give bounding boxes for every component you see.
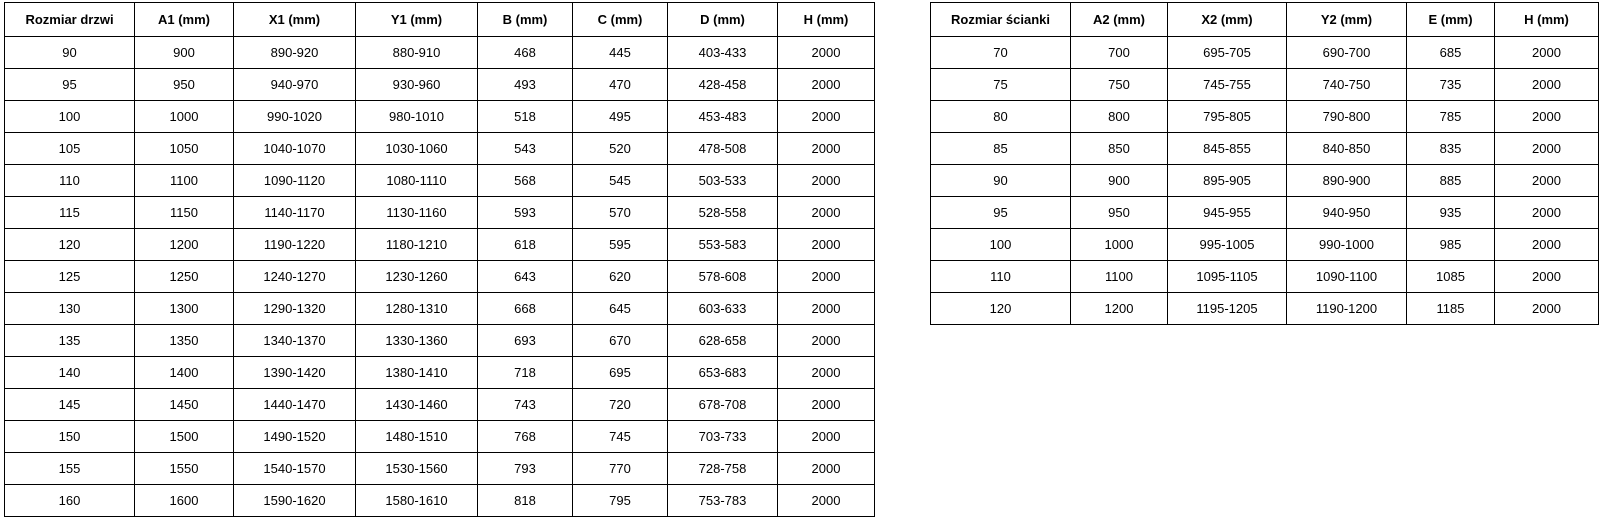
table-cell: 1085 xyxy=(1407,261,1495,293)
table-cell: 1180-1210 xyxy=(356,229,478,261)
table-cell: 770 xyxy=(573,453,668,485)
table-cell: 643 xyxy=(478,261,573,293)
table-cell: 695 xyxy=(573,357,668,389)
table-cell: 1380-1410 xyxy=(356,357,478,389)
table-cell: 2000 xyxy=(778,69,875,101)
table-header-row xyxy=(5,3,875,37)
table-row xyxy=(931,69,1599,101)
table-cell: 1230-1260 xyxy=(356,261,478,293)
table-cell: 1200 xyxy=(1071,293,1168,325)
table-cell: 2000 xyxy=(778,101,875,133)
table-cell: 1450 xyxy=(135,389,234,421)
table-cell: 1340-1370 xyxy=(234,325,356,357)
table-row xyxy=(5,485,875,517)
table-cell: 685 xyxy=(1407,37,1495,69)
table-cell: 703-733 xyxy=(668,421,778,453)
table-cell: 1530-1560 xyxy=(356,453,478,485)
table-cell: 1190-1200 xyxy=(1287,293,1407,325)
table-cell: 1195-1205 xyxy=(1168,293,1287,325)
table-cell: 1095-1105 xyxy=(1168,261,1287,293)
table-cell: 950 xyxy=(1071,197,1168,229)
table-cell: 2000 xyxy=(778,261,875,293)
table-cell: 618 xyxy=(478,229,573,261)
table-cell: 1100 xyxy=(135,165,234,197)
table-cell: 890-900 xyxy=(1287,165,1407,197)
table-cell: 718 xyxy=(478,357,573,389)
walls-table-container xyxy=(930,2,1599,325)
table-cell: 2000 xyxy=(778,357,875,389)
table-row xyxy=(5,197,875,229)
table-cell: 728-758 xyxy=(668,453,778,485)
walls-column-header: A2 (mm) xyxy=(1071,3,1168,37)
table-cell: 95 xyxy=(5,69,135,101)
table-row xyxy=(931,261,1599,293)
table-cell: 1500 xyxy=(135,421,234,453)
table-cell: 695-705 xyxy=(1168,37,1287,69)
table-cell: 940-970 xyxy=(234,69,356,101)
doors-column-header: D (mm) xyxy=(668,3,778,37)
table-cell: 1250 xyxy=(135,261,234,293)
table-cell: 1190-1220 xyxy=(234,229,356,261)
table-cell: 2000 xyxy=(1495,261,1599,293)
table-cell: 1480-1510 xyxy=(356,421,478,453)
table-cell: 745 xyxy=(573,421,668,453)
table-cell: 1185 xyxy=(1407,293,1495,325)
table-cell: 85 xyxy=(931,133,1071,165)
table-cell: 1430-1460 xyxy=(356,389,478,421)
table-cell: 130 xyxy=(5,293,135,325)
table-cell: 935 xyxy=(1407,197,1495,229)
table-cell: 1030-1060 xyxy=(356,133,478,165)
doors-column-header: H (mm) xyxy=(778,3,875,37)
table-row xyxy=(931,165,1599,197)
table-cell: 880-910 xyxy=(356,37,478,69)
table-cell: 2000 xyxy=(778,325,875,357)
table-cell: 1240-1270 xyxy=(234,261,356,293)
walls-table-head xyxy=(931,3,1599,37)
table-cell: 753-783 xyxy=(668,485,778,517)
walls-column-header: Rozmiar ścianki xyxy=(931,3,1071,37)
table-cell: 1000 xyxy=(1071,229,1168,261)
table-cell: 985 xyxy=(1407,229,1495,261)
table-cell: 645 xyxy=(573,293,668,325)
table-cell: 120 xyxy=(931,293,1071,325)
table-cell: 2000 xyxy=(1495,165,1599,197)
table-row xyxy=(931,101,1599,133)
table-cell: 493 xyxy=(478,69,573,101)
table-row xyxy=(5,165,875,197)
table-cell: 2000 xyxy=(1495,69,1599,101)
table-cell: 2000 xyxy=(778,421,875,453)
table-cell: 110 xyxy=(931,261,1071,293)
table-cell: 900 xyxy=(135,37,234,69)
table-cell: 1440-1470 xyxy=(234,389,356,421)
table-cell: 90 xyxy=(5,37,135,69)
table-cell: 793 xyxy=(478,453,573,485)
table-cell: 90 xyxy=(931,165,1071,197)
table-cell: 1390-1420 xyxy=(234,357,356,389)
table-cell: 2000 xyxy=(778,389,875,421)
table-cell: 1280-1310 xyxy=(356,293,478,325)
table-row xyxy=(5,133,875,165)
table-cell: 1600 xyxy=(135,485,234,517)
table-cell: 470 xyxy=(573,69,668,101)
table-cell: 1300 xyxy=(135,293,234,325)
table-cell: 95 xyxy=(931,197,1071,229)
table-row xyxy=(5,325,875,357)
table-cell: 578-608 xyxy=(668,261,778,293)
table-cell: 453-483 xyxy=(668,101,778,133)
table-cell: 2000 xyxy=(778,133,875,165)
table-cell: 543 xyxy=(478,133,573,165)
table-row xyxy=(5,37,875,69)
table-cell: 503-533 xyxy=(668,165,778,197)
table-cell: 120 xyxy=(5,229,135,261)
table-row xyxy=(5,69,875,101)
table-cell: 1100 xyxy=(1071,261,1168,293)
table-header-row xyxy=(931,3,1599,37)
table-cell: 785 xyxy=(1407,101,1495,133)
walls-column-header: Y2 (mm) xyxy=(1287,3,1407,37)
table-row xyxy=(5,101,875,133)
table-cell: 1290-1320 xyxy=(234,293,356,325)
table-cell: 105 xyxy=(5,133,135,165)
table-cell: 670 xyxy=(573,325,668,357)
table-cell: 478-508 xyxy=(668,133,778,165)
table-cell: 135 xyxy=(5,325,135,357)
table-cell: 1150 xyxy=(135,197,234,229)
table-cell: 445 xyxy=(573,37,668,69)
table-cell: 115 xyxy=(5,197,135,229)
table-cell: 2000 xyxy=(1495,293,1599,325)
table-cell: 125 xyxy=(5,261,135,293)
table-cell: 1330-1360 xyxy=(356,325,478,357)
table-row xyxy=(5,357,875,389)
doors-table-container xyxy=(4,2,875,517)
walls-column-header: X2 (mm) xyxy=(1168,3,1287,37)
doors-table-body xyxy=(5,37,875,517)
walls-column-header: E (mm) xyxy=(1407,3,1495,37)
doors-column-header: A1 (mm) xyxy=(135,3,234,37)
table-cell: 1590-1620 xyxy=(234,485,356,517)
table-cell: 495 xyxy=(573,101,668,133)
table-cell: 468 xyxy=(478,37,573,69)
table-cell: 835 xyxy=(1407,133,1495,165)
table-cell: 2000 xyxy=(778,485,875,517)
doors-table-head xyxy=(5,3,875,37)
table-cell: 840-850 xyxy=(1287,133,1407,165)
table-cell: 2000 xyxy=(778,37,875,69)
table-cell: 795 xyxy=(573,485,668,517)
table-cell: 520 xyxy=(573,133,668,165)
table-cell: 795-805 xyxy=(1168,101,1287,133)
walls-size-table xyxy=(930,2,1599,325)
table-row xyxy=(5,421,875,453)
table-cell: 160 xyxy=(5,485,135,517)
table-row xyxy=(5,293,875,325)
table-cell: 1090-1100 xyxy=(1287,261,1407,293)
table-row xyxy=(5,389,875,421)
table-row xyxy=(5,229,875,261)
table-cell: 2000 xyxy=(1495,101,1599,133)
table-cell: 403-433 xyxy=(668,37,778,69)
table-cell: 895-905 xyxy=(1168,165,1287,197)
table-cell: 750 xyxy=(1071,69,1168,101)
table-cell: 990-1000 xyxy=(1287,229,1407,261)
table-cell: 518 xyxy=(478,101,573,133)
table-cell: 2000 xyxy=(1495,197,1599,229)
table-cell: 790-800 xyxy=(1287,101,1407,133)
table-cell: 110 xyxy=(5,165,135,197)
table-cell: 100 xyxy=(5,101,135,133)
table-row xyxy=(931,293,1599,325)
table-cell: 745-755 xyxy=(1168,69,1287,101)
table-cell: 145 xyxy=(5,389,135,421)
table-cell: 768 xyxy=(478,421,573,453)
table-row xyxy=(931,133,1599,165)
table-cell: 950 xyxy=(135,69,234,101)
table-cell: 890-920 xyxy=(234,37,356,69)
table-cell: 2000 xyxy=(1495,37,1599,69)
table-cell: 628-658 xyxy=(668,325,778,357)
table-cell: 568 xyxy=(478,165,573,197)
table-cell: 570 xyxy=(573,197,668,229)
table-cell: 1580-1610 xyxy=(356,485,478,517)
table-cell: 100 xyxy=(931,229,1071,261)
table-cell: 743 xyxy=(478,389,573,421)
table-row xyxy=(5,453,875,485)
walls-table-body xyxy=(931,37,1599,325)
table-cell: 980-1010 xyxy=(356,101,478,133)
table-cell: 693 xyxy=(478,325,573,357)
table-cell: 2000 xyxy=(778,165,875,197)
table-row xyxy=(931,197,1599,229)
table-row xyxy=(931,37,1599,69)
table-cell: 900 xyxy=(1071,165,1168,197)
table-cell: 720 xyxy=(573,389,668,421)
table-cell: 850 xyxy=(1071,133,1168,165)
doors-column-header: Rozmiar drzwi xyxy=(5,3,135,37)
table-cell: 735 xyxy=(1407,69,1495,101)
table-cell: 740-750 xyxy=(1287,69,1407,101)
table-cell: 1040-1070 xyxy=(234,133,356,165)
table-cell: 1200 xyxy=(135,229,234,261)
table-cell: 2000 xyxy=(778,453,875,485)
table-cell: 990-1020 xyxy=(234,101,356,133)
table-cell: 930-960 xyxy=(356,69,478,101)
table-cell: 700 xyxy=(1071,37,1168,69)
table-cell: 70 xyxy=(931,37,1071,69)
table-cell: 528-558 xyxy=(668,197,778,229)
table-cell: 593 xyxy=(478,197,573,229)
doors-column-header: B (mm) xyxy=(478,3,573,37)
table-cell: 2000 xyxy=(778,293,875,325)
table-cell: 1000 xyxy=(135,101,234,133)
doors-size-table xyxy=(4,2,875,517)
table-cell: 2000 xyxy=(1495,229,1599,261)
table-cell: 1550 xyxy=(135,453,234,485)
table-cell: 155 xyxy=(5,453,135,485)
table-cell: 885 xyxy=(1407,165,1495,197)
table-row xyxy=(931,229,1599,261)
table-cell: 2000 xyxy=(778,229,875,261)
table-cell: 2000 xyxy=(778,197,875,229)
table-cell: 845-855 xyxy=(1168,133,1287,165)
table-cell: 800 xyxy=(1071,101,1168,133)
table-cell: 620 xyxy=(573,261,668,293)
table-cell: 678-708 xyxy=(668,389,778,421)
table-cell: 1130-1160 xyxy=(356,197,478,229)
table-cell: 140 xyxy=(5,357,135,389)
table-cell: 1490-1520 xyxy=(234,421,356,453)
table-cell: 80 xyxy=(931,101,1071,133)
table-cell: 1090-1120 xyxy=(234,165,356,197)
table-cell: 2000 xyxy=(1495,133,1599,165)
doors-column-header: Y1 (mm) xyxy=(356,3,478,37)
table-cell: 1540-1570 xyxy=(234,453,356,485)
table-cell: 940-950 xyxy=(1287,197,1407,229)
table-cell: 603-633 xyxy=(668,293,778,325)
table-cell: 595 xyxy=(573,229,668,261)
table-cell: 945-955 xyxy=(1168,197,1287,229)
walls-column-header: H (mm) xyxy=(1495,3,1599,37)
table-cell: 1080-1110 xyxy=(356,165,478,197)
table-cell: 428-458 xyxy=(668,69,778,101)
table-cell: 553-583 xyxy=(668,229,778,261)
table-cell: 1400 xyxy=(135,357,234,389)
table-row xyxy=(5,261,875,293)
table-cell: 545 xyxy=(573,165,668,197)
table-cell: 690-700 xyxy=(1287,37,1407,69)
table-cell: 1140-1170 xyxy=(234,197,356,229)
table-cell: 75 xyxy=(931,69,1071,101)
doors-column-header: X1 (mm) xyxy=(234,3,356,37)
table-cell: 653-683 xyxy=(668,357,778,389)
table-cell: 150 xyxy=(5,421,135,453)
table-cell: 1350 xyxy=(135,325,234,357)
table-cell: 668 xyxy=(478,293,573,325)
doors-column-header: C (mm) xyxy=(573,3,668,37)
table-cell: 1050 xyxy=(135,133,234,165)
table-cell: 818 xyxy=(478,485,573,517)
table-cell: 995-1005 xyxy=(1168,229,1287,261)
